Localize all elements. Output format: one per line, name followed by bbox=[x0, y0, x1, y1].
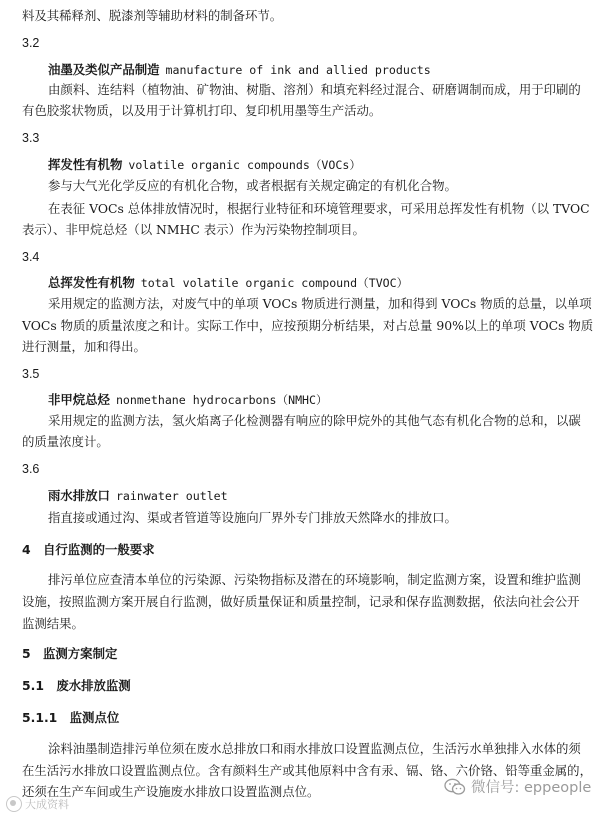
body-text-line: 在生活污水排放口设置监测点位。含有颜料生产或其他原料中含有汞、镉、铬、六价铬、铅等重金属的， bbox=[22, 763, 592, 778]
watermark-left-text: 大成资料 bbox=[25, 798, 69, 811]
body-text-line: 还须在生产车间或生产设施废水排放口设置监测点位。 bbox=[22, 784, 320, 799]
body-text-line: 采用规定的监测方法，对废气中的单项 VOCs 物质进行测量，加和得到 VOCs 物质的总量，以单项 bbox=[48, 296, 592, 311]
term-definition-heading bbox=[48, 392, 328, 408]
body-text-line: 料及其稀释剂、脱漆剂等辅助材料的制备环节。 bbox=[22, 8, 283, 23]
term-english: total volatile organic compound（TVOC） bbox=[140, 276, 409, 290]
body-text-line: 有色胶浆状物质，以及用于计算机打印、复印机用墨等生产活动。 bbox=[22, 103, 382, 118]
body-text-line: VOCs 物质的质量浓度之和计。实际工作中，应按预期分析结果，对占总量 90%以上的单项 VOCs 物质 bbox=[22, 318, 594, 333]
term-english: manufacture of ink and allied products bbox=[165, 63, 431, 77]
body-text-line: 在表征 VOCs 总体排放情况时，根据行业特征和环境管理要求，可采用总挥发性有机物（以 TVOC bbox=[48, 201, 590, 216]
term-english: nonmethane hydrocarbons（NMHC） bbox=[115, 393, 328, 407]
section-number-text: 3.3 bbox=[22, 131, 40, 145]
logo-icon bbox=[6, 796, 22, 812]
section-number bbox=[22, 366, 39, 382]
watermark-right-text: 微信号: eppeople bbox=[471, 780, 592, 796]
body-text-line: 的质量浓度计。 bbox=[22, 434, 109, 449]
section-heading bbox=[22, 646, 117, 662]
body-text-line: 进行测量，加和得出。 bbox=[22, 339, 146, 354]
term-english: rainwater outlet bbox=[115, 489, 228, 503]
section-number bbox=[22, 461, 39, 477]
body-text-line: 参与大气光化学反应的有机化合物，或者根据有关规定确定的有机化合物。 bbox=[48, 178, 457, 193]
section-heading bbox=[22, 710, 119, 726]
body-text-line: 指直接或通过沟、渠或者管道等设施向厂界外专门排放天然降水的排放口。 bbox=[48, 510, 457, 525]
section-number bbox=[22, 130, 39, 146]
body-text-line: 监测结果。 bbox=[22, 616, 84, 631]
body-text-line: 设施，按照监测方案开展自行监测，做好质量保证和质量控制，记录和保存监测数据，依法向社会公开 bbox=[22, 594, 580, 609]
term-chinese: 总挥发性有机物 bbox=[48, 275, 135, 290]
term-english: volatile organic compounds（VOCs） bbox=[128, 158, 361, 172]
body-text-line: 表示）、非甲烷总烃（以 NMHC 表示）作为污染物控制项目。 bbox=[22, 222, 365, 237]
section-number-text: 3.4 bbox=[22, 250, 40, 264]
section-heading bbox=[22, 542, 155, 558]
term-definition-heading bbox=[48, 62, 431, 78]
section-heading-text: 4 自行监测的一般要求 bbox=[22, 542, 155, 557]
wechat-icon bbox=[444, 778, 466, 796]
body-text-line: 采用规定的监测方法，氢火焰离子化检测器有响应的除甲烷外的其他气态有机化合物的总和，以碳 bbox=[48, 413, 581, 428]
section-number bbox=[22, 35, 39, 51]
section-heading-text: 5 监测方案制定 bbox=[22, 646, 118, 661]
term-definition-heading bbox=[48, 157, 361, 173]
section-number-text: 3.2 bbox=[22, 36, 40, 50]
section-heading-text: 5.1.1 监测点位 bbox=[22, 710, 120, 725]
body-text-line: 涂料油墨制造排污单位须在废水总排放口和雨水排放口设置监测点位，生活污水单独排入水体的须 bbox=[48, 741, 581, 756]
section-number-text: 3.6 bbox=[22, 462, 40, 476]
watermark-left bbox=[6, 796, 69, 812]
section-heading-text: 5.1 废水排放监测 bbox=[22, 678, 131, 693]
body-text-line: 由颜料、连结料（植物油、矿物油、树脂、溶剂）和填充料经过混合、研磨调制而成，用于印刷的 bbox=[48, 82, 581, 97]
term-chinese: 挥发性有机物 bbox=[48, 157, 123, 172]
section-number bbox=[22, 249, 39, 265]
term-chinese: 非甲烷总烃 bbox=[48, 392, 110, 407]
body-text-line: 排污单位应查清本单位的污染源、污染物指标及潜在的环境影响，制定监测方案，设置和维护监测 bbox=[48, 572, 581, 587]
watermark-right bbox=[444, 776, 591, 797]
section-heading bbox=[22, 678, 131, 694]
term-chinese: 雨水排放口 bbox=[48, 488, 110, 503]
section-number-text: 3.5 bbox=[22, 367, 40, 381]
term-definition-heading bbox=[48, 275, 408, 291]
term-chinese: 油墨及类似产品制造 bbox=[48, 62, 160, 77]
term-definition-heading bbox=[48, 488, 228, 504]
